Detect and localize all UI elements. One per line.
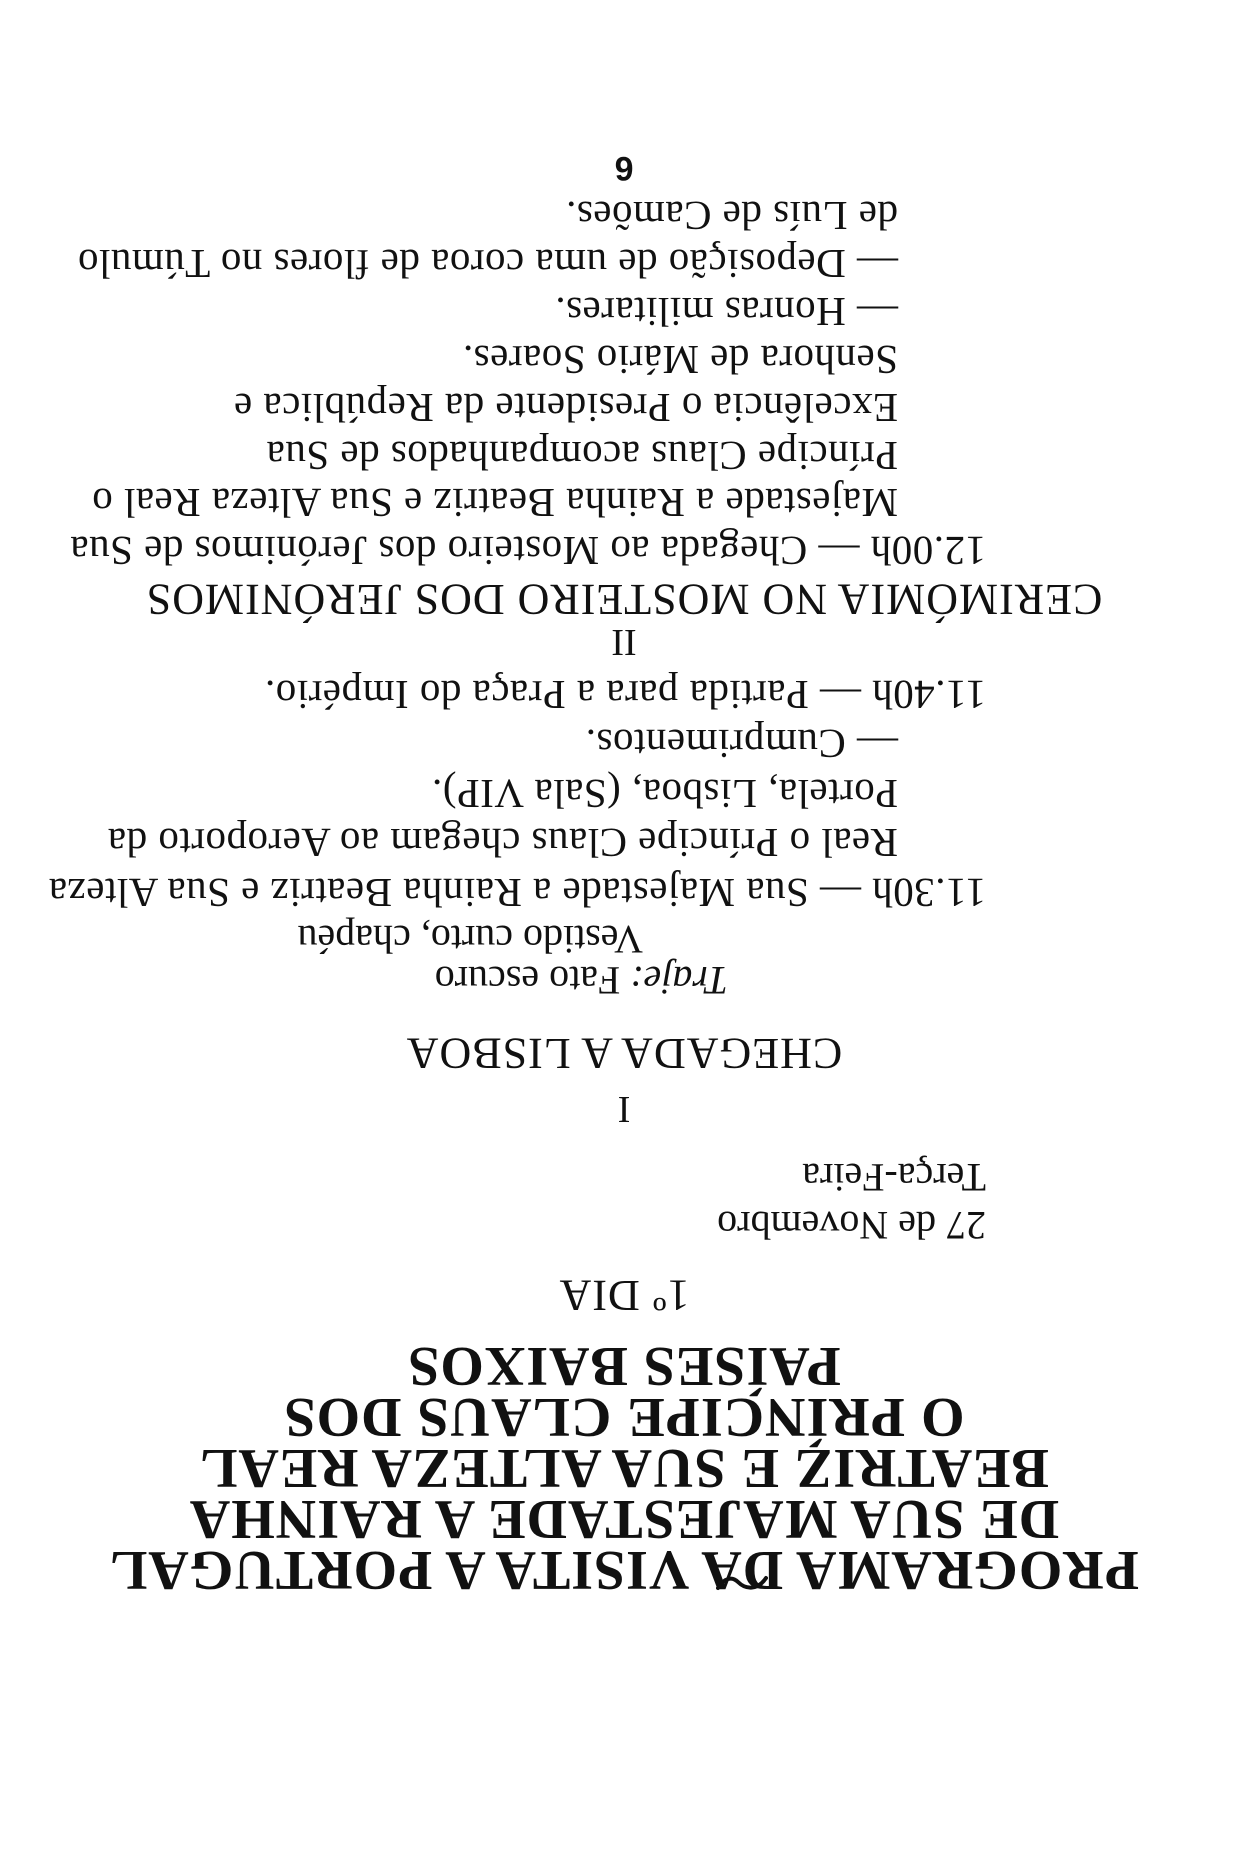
event-line: Senhora de Mário Soares. — [462, 337, 898, 383]
event-line: 11.40h — Partida para a Praça do Império. — [264, 672, 986, 718]
event-line: Príncipe Claus acompanhados de Sua — [266, 433, 898, 479]
dress-code-line-2: Vestido curto, chapéu — [297, 917, 643, 962]
section-2-title: CERIMÓMIA NO MOSTEIRO DOS JERÓNIMOS — [145, 575, 1103, 624]
event-line: — Honras militares. — [554, 289, 898, 335]
event-line: — Cumprimentos. — [585, 721, 898, 767]
event-line: Majestade a Rainha Beatriz e Sua Alteza Real o — [91, 480, 898, 526]
date-line: 27 de Novembro — [717, 1203, 986, 1248]
page-number: 6 — [614, 149, 634, 187]
event-line: — Deposição de uma coroa de flores no Túmulo — [77, 241, 898, 287]
section-2-numeral: II — [611, 621, 637, 663]
title-line-1: PROGRAMA DA VISITA A PORTUGAL — [109, 1539, 1139, 1601]
event-line: de Luís de Camões. — [565, 193, 898, 239]
event-line: Excelência o Presidente da República e — [233, 385, 898, 431]
event-line: Portela, Lisboa, (Sala VIP). — [431, 771, 898, 817]
section-1-numeral: I — [617, 1088, 631, 1130]
dress-code-value: Fato escuro — [434, 958, 621, 1003]
day-heading: 1º DIA — [558, 1271, 690, 1320]
event-line: Real o Príncipe Claus chegam ao Aeroporto da — [107, 820, 898, 866]
weekday-line: Terça-Feira — [802, 1155, 986, 1200]
dress-code-label: Traje: — [630, 958, 728, 1003]
dress-code-line-1 — [0, 957, 1248, 1004]
section-1-title: CHEGADA A LISBOA — [405, 1029, 843, 1078]
event-line: 12.00h — Chegada ao Mosteiro dos Jerónimos de Sua — [69, 528, 986, 574]
title-line-2: DE SUA MAJESTADE A RAINHA — [188, 1488, 1060, 1550]
title-line-5: PAÍSES BAIXOS — [407, 1335, 841, 1397]
title-line-4: O PRÍNCIPE CLAUS DOS — [283, 1386, 965, 1448]
title-line-3: BEATRIZ E SUA ALTEZA REAL — [199, 1437, 1049, 1499]
event-line: 11.30h — Sua Majestade a Rainha Beatriz e Sua Alteza — [48, 870, 986, 916]
